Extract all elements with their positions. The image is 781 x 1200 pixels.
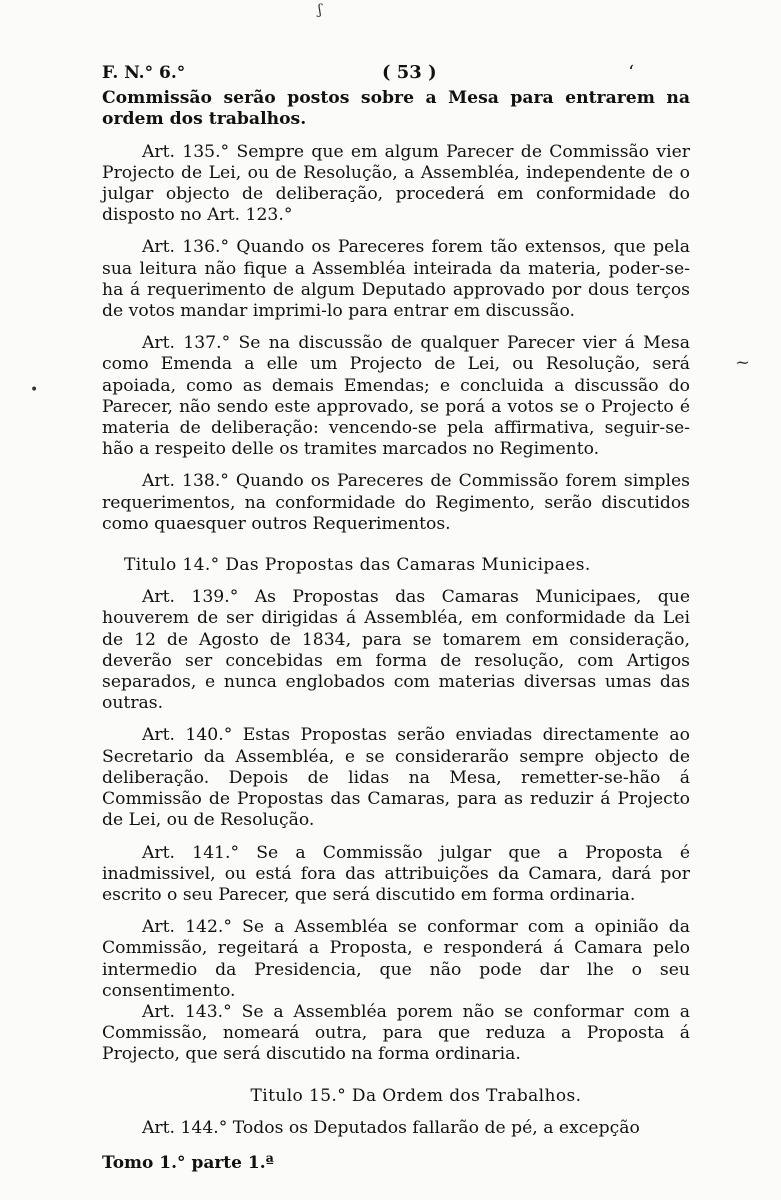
article-number: Art. 141.° bbox=[142, 842, 240, 863]
article-137 bbox=[102, 333, 690, 460]
article-140 bbox=[102, 725, 690, 831]
article-143 bbox=[102, 1002, 690, 1066]
article-138 bbox=[102, 471, 690, 535]
article-number: Art. 137.° bbox=[142, 333, 231, 354]
article-text: Todos os Deputados fallarão de pé, a excepção bbox=[232, 1117, 640, 1138]
article-text: Quando os Pareceres de Commissão forem simples requerimentos, na conformidade do Regimento, serão discutidos como quaesquer outros Requerimentos. bbox=[102, 471, 690, 534]
article-text: Se a Assembléa porem não se conformar com a Commissão, nomeará outra, para que reduza a Proposta á Projecto, que será discutido na forma ordinaria. bbox=[102, 1001, 690, 1065]
ink-speck: • bbox=[30, 382, 39, 398]
ink-speck: ʃ bbox=[318, 2, 322, 18]
article-text: Sempre que em algum Parecer de Commissão vier Projecto de Lei, ou de Resolução, a Assembléa, independente de o julgar objecto de deliberação, procederá em conformidade do disposto no Art. 123.° bbox=[102, 141, 690, 226]
page-number: ( 53 ) bbox=[382, 62, 437, 83]
ink-speck: ~ bbox=[735, 352, 751, 373]
article-139 bbox=[102, 587, 690, 714]
page-header bbox=[102, 62, 690, 84]
article-number: Art. 138.° bbox=[142, 471, 229, 492]
page-text bbox=[102, 62, 690, 1174]
header-mark: ‘ bbox=[628, 62, 634, 83]
article-144 bbox=[102, 1118, 690, 1139]
section-heading-titulo-14: Titulo 14.° Das Propostas das Camaras Municipaes. bbox=[124, 555, 591, 576]
volume-signature: Tomo 1.° parte 1.ª bbox=[102, 1152, 274, 1173]
article-number: Art. 140.° bbox=[142, 725, 233, 746]
article-text: Quando os Pareceres forem tão extensos, que pela sua leitura não fique a Assembléa inteirada da materia, poder-se-ha á requerimento de algum Deputado approvado por dous terços de votos mandar imprimi-lo para entrar em discussão. bbox=[102, 237, 690, 322]
intro-paragraph: Commissão serão postos sobre a Mesa para entrarem na ordem dos trabalhos. bbox=[102, 88, 690, 130]
article-136 bbox=[102, 237, 690, 322]
article-text: Estas Propostas serão enviadas directamente ao Secretario da Assembléa, e se considerarão sempre objecto de deliberação. Depois de lidas na Mesa, remetter-se-hão á Commissão de Propostas das Camaras, para as reduzir á Projecto de Lei, ou de Resolução. bbox=[102, 725, 690, 831]
article-number: Art. 139.° bbox=[142, 587, 239, 608]
article-number: Art. 143.° bbox=[142, 1001, 232, 1022]
article-text: Se a Commissão julgar que a Proposta é inadmissivel, ou está fora das attribuições da Camara, dará por escrito o seu Parecer, que será discutido em forma ordinaria. bbox=[102, 842, 690, 905]
article-142 bbox=[102, 917, 690, 1002]
article-text: Se na discussão de qualquer Parecer vier á Mesa como Emenda a elle um Projecto de Lei, ou Resolução, será apoiada, como as demais Emendas; e concluida a discussão do Parecer, não sendo este approvado, se porá a votos se o Projecto é materia de deliberação: vencendo-se pela affirmativa, seguir-se-hão a respeito delle os tramites marcados no Regimento. bbox=[102, 333, 690, 460]
article-number: Art. 136.° bbox=[142, 237, 230, 258]
article-number: Art. 142.° bbox=[142, 917, 232, 938]
article-number: Art. 144.° bbox=[142, 1117, 228, 1138]
article-text: Se a Assembléa se conformar com a opinião da Commissão, regeitará a Proposta, e responderá á Camara pelo intermedio da Presidencia, que não pode dar lhe o seu consentimento. bbox=[102, 917, 691, 1001]
article-number: Art. 135.° bbox=[142, 141, 230, 162]
article-135 bbox=[102, 142, 690, 227]
article-text: As Propostas das Camaras Municipaes, que houverem de ser dirigidas á Assembléa, em conformidade da Lei de 12 de Agosto de 1834, para se tomarem em consideração, deverão ser concebidas em forma de resolução, com Artigos separados, e nunca englobados com materias diversas umas das outras. bbox=[102, 587, 690, 714]
folio-mark: F. N.° 6.° bbox=[102, 63, 186, 83]
article-141 bbox=[102, 843, 690, 907]
section-heading-titulo-15: Titulo 15.° Da Ordem dos Trabalhos. bbox=[250, 1085, 582, 1106]
